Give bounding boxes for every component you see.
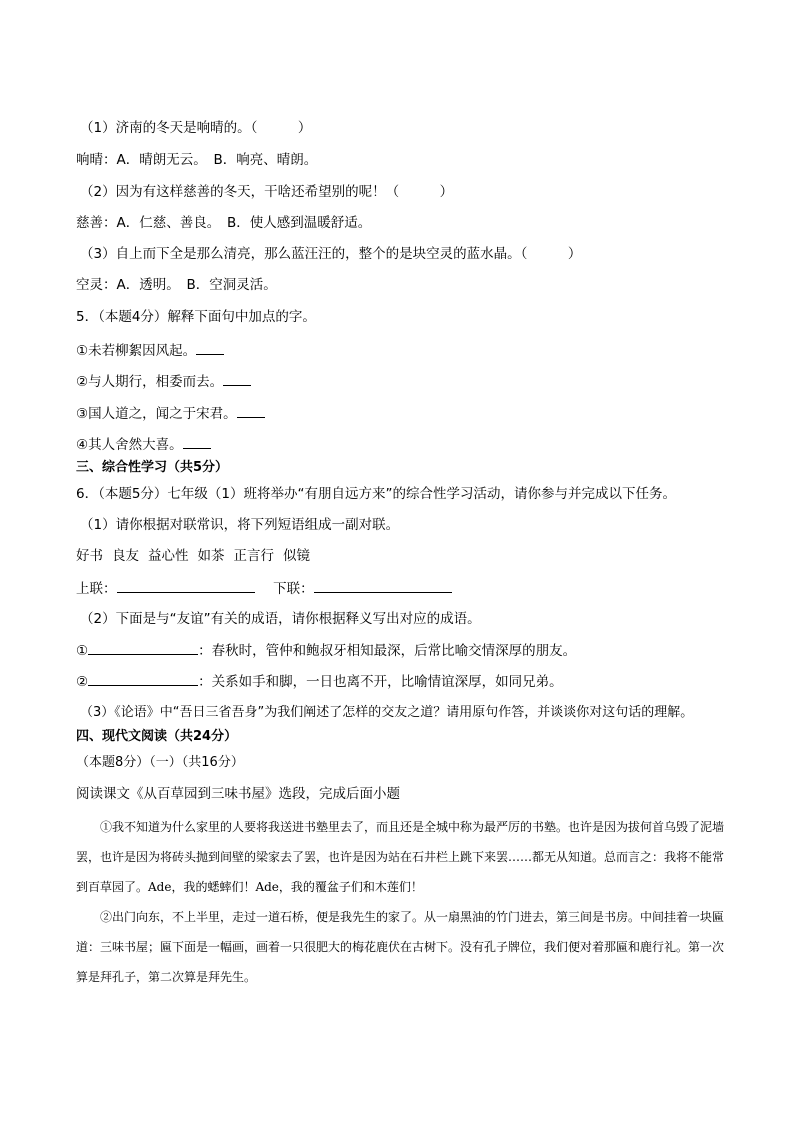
passage-paragraph-2: ②出门向东，不上半里，走过一道石桥，便是我先生的家了。从一扇黑油的竹门进去，第三间是书房。中间挂着一块匾道：三味书屋；匾下面是一幅画，画着一只很肥大的梅花鹿伏在古树下。没有孔子牌位，我们便对着那匾和鹿行礼。第一次算是拜孔子，第二次算是拜先生。: [76, 910, 725, 984]
couplet-word: 益心性: [148, 548, 189, 564]
couplet-word: 好书: [76, 548, 103, 564]
question-5-item-1: [76, 340, 224, 361]
section-3-heading: 三、综合性学习（共5分）: [76, 460, 229, 475]
question-5-item-1-text: ①未若柳絮因风起。: [76, 343, 197, 359]
idiom-item-2: [76, 671, 563, 692]
couplet-word: 良友: [112, 548, 139, 564]
idiom-item-1: [76, 640, 576, 661]
upper-couplet-label: 上联：: [76, 581, 117, 597]
question-4-2: （2）因为有这样慈善的冬天，干啥还希望别的呢！（ ）: [80, 184, 454, 200]
question-4-3-options: 空灵：A．透明。 B．空洞灵活。: [76, 277, 277, 293]
lower-couplet-blank[interactable]: [314, 578, 452, 593]
question-5-item-3: [76, 403, 265, 424]
idiom-item-1-text: ：春秋时，管仲和鲍叔牙相知最深，后常比喻交情深厚的朋友。: [198, 643, 577, 659]
couplet-word-list: [76, 546, 319, 566]
answer-blank[interactable]: [183, 434, 211, 449]
couplet-word: 正言行: [233, 548, 274, 564]
section-4-subheading: （本题8分）（一）（共16分）: [76, 755, 244, 770]
answer-blank[interactable]: [237, 403, 265, 418]
idiom-item-2-num: ②: [76, 674, 89, 690]
answer-blank[interactable]: [196, 340, 224, 355]
passage-paragraph-1: ①我不知道为什么家里的人要将我送进书塾里去了，而且还是全城中称为最严厉的书塾。也许是因为拔何首乌毁了泥墙罢，也许是因为将砖头抛到间壁的梁家去了罢，也许是因为站在石井栏上跳下来罢……都无从知道。总而言之：我将不能常到百草园了。Ade，我的蟋蟀们！Ade，我的覆盆子们和木莲们！: [76, 820, 725, 894]
question-6-1: （1）请你根据对联常识，将下列短语组成一副对联。: [80, 517, 400, 533]
question-4-1-options: 响晴：A．晴朗无云。 B．响亮、晴朗。: [76, 152, 318, 168]
question-5-item-2-text: ②与人期行，相委而去。: [76, 374, 224, 390]
question-6-3: （3）《论语》中“吾日三省吾身”为我们阐述了怎样的交友之道？请用原句作答，并谈谈你对这句话的理解。: [80, 705, 694, 720]
question-5: 5．（本题4分）解释下面句中加点的字。: [76, 309, 316, 325]
section-4-heading: 四、现代文阅读（共24分）: [76, 729, 238, 744]
couplet-word: 似镜: [283, 548, 310, 564]
question-5-item-3-text: ③国人道之，闻之于宋君。: [76, 406, 237, 422]
question-4-3: （3）自上而下全是那么清亮，那么蓝汪汪的，整个的是块空灵的蓝水晶。（ ）: [80, 246, 582, 262]
upper-couplet-blank[interactable]: [117, 578, 255, 593]
idiom-blank-1[interactable]: [88, 640, 198, 655]
answer-blank[interactable]: [223, 371, 251, 386]
question-4-2-options: 慈善：A．仁慈、善良。 B．使人感到温暖舒适。: [76, 215, 372, 231]
question-6-2: （2）下面是与“友谊”有关的成语，请你根据释义写出对应的成语。: [80, 611, 481, 627]
reading-passage: [76, 812, 724, 992]
couplet-answer-line: [76, 578, 452, 599]
reading-instructions: 阅读课文《从百草园到三味书屋》选段，完成后面小题: [76, 786, 400, 802]
lower-couplet-label: 下联：: [273, 581, 314, 597]
couplet-word: 如茶: [197, 548, 225, 564]
question-5-item-4: [76, 434, 211, 455]
idiom-blank-2[interactable]: [88, 671, 198, 686]
question-5-item-4-text: ④其人舍然大喜。: [76, 437, 183, 453]
idiom-item-2-text: ：关系如手和脚，一日也离不开，比喻情谊深厚，如同兄弟。: [198, 674, 563, 690]
question-5-item-2: [76, 371, 251, 392]
idiom-item-1-num: ①: [76, 643, 89, 659]
question-6: 6．（本题5分）七年级（1）班将举办“有朋自远方来”的综合性学习活动，请你参与并完成以下任务。: [76, 486, 677, 502]
question-4-1: （1）济南的冬天是响晴的。（ ）: [80, 120, 312, 136]
